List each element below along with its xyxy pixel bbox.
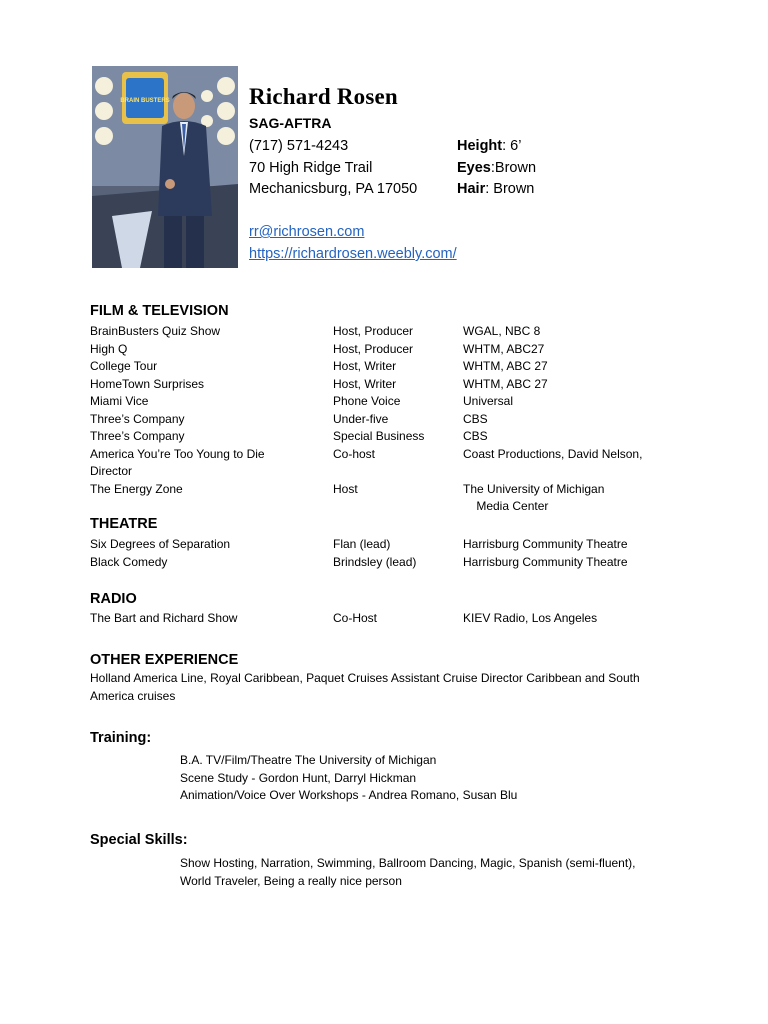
- credit-venue: KIEV Radio, Los Angeles: [463, 611, 598, 625]
- credit-role: Flan (lead): [333, 537, 391, 551]
- credit-venue: Coast Productions, David Nelson,: [463, 446, 643, 461]
- union-affiliation: SAG-AFTRA: [249, 115, 332, 131]
- other-experience-text: [90, 670, 680, 705]
- credit-venue: Media Center: [463, 499, 549, 513]
- credit-title: America You’re Too Young to Die: [90, 446, 265, 461]
- section-heading-other-experience: OTHER EXPERIENCE: [90, 652, 239, 668]
- credit-venue: WHTM, ABC 27: [463, 359, 548, 373]
- section-heading-radio: RADIO: [90, 591, 137, 607]
- eyes-stat: [457, 158, 536, 180]
- credit-venue: CBS: [463, 429, 488, 443]
- credit-venue: WGAL, NBC 8: [463, 324, 541, 338]
- credit-title: HomeTown Surprises: [90, 376, 205, 391]
- other-experience-line: America cruises: [90, 688, 176, 703]
- credit-venue: WHTM, ABC27: [463, 341, 545, 356]
- credit-role: Host, Writer: [333, 376, 397, 391]
- credit-title: The Bart and Richard Show: [90, 611, 238, 625]
- credit-venue: Universal: [463, 394, 514, 408]
- credit-role: Special Business: [333, 429, 425, 443]
- credit-title: Miami Vice: [90, 394, 149, 408]
- skills-list: [180, 855, 680, 890]
- credit-role: Host, Producer: [333, 324, 414, 338]
- credit-title: The Energy Zone: [90, 481, 183, 496]
- hair-label: Hair: [457, 181, 486, 197]
- credit-title: BrainBusters Quiz Show: [90, 324, 221, 338]
- credit-venue: The University of Michigan: [463, 481, 605, 496]
- credit-role: Brindsley (lead): [333, 554, 417, 569]
- section-heading-theatre: THEATRE: [90, 516, 158, 532]
- hair-stat: [457, 179, 536, 201]
- section-heading-special-skills: Special Skills:: [90, 832, 188, 848]
- headshot-photo: [92, 66, 238, 268]
- credit-title: Director: [90, 464, 133, 478]
- credit-role: Host: [333, 481, 358, 496]
- skills-line: Show Hosting, Narration, Swimming, Ballroom Dancing, Magic, Spanish (semi-fluent),: [180, 856, 636, 870]
- actor-name: Richard Rosen: [249, 84, 398, 109]
- photo-sign-text: BRAIN BUSTERS: [120, 98, 170, 104]
- eyes-value: :Brown: [490, 159, 537, 176]
- phone-number: (717) 571-4243: [249, 138, 349, 154]
- hair-value: : Brown: [485, 181, 535, 197]
- credit-role: Co-Host: [333, 611, 378, 625]
- credit-venue: CBS: [463, 411, 488, 426]
- credit-title: Six Degrees of Separation: [90, 537, 231, 551]
- credit-venue: Harrisburg Community Theatre: [463, 554, 628, 569]
- training-list: [180, 752, 680, 805]
- credit-venue: Harrisburg Community Theatre: [463, 537, 628, 551]
- height-stat: [457, 136, 536, 158]
- section-heading-training: Training:: [90, 730, 152, 746]
- credit-title: College Tour: [90, 359, 158, 373]
- training-item: Scene Study - Gordon Hunt, Darryl Hickman: [180, 770, 417, 785]
- credit-title: Three’s Company: [90, 411, 185, 426]
- credit-role: Co-host: [333, 446, 376, 461]
- training-item: Animation/Voice Over Workshops - Andrea Romano, Susan Blu: [180, 788, 518, 802]
- city-state-zip: Mechanicsburg, PA 17050: [249, 181, 418, 197]
- website-link[interactable]: https://richardrosen.weebly.com/: [249, 246, 457, 262]
- skills-line: World Traveler, Being a really nice person: [180, 873, 402, 888]
- height-label: Height: [457, 138, 503, 154]
- other-experience-line: Holland America Line, Royal Caribbean, Paquet Cruises Assistant Cruise Director Caribbean and South: [90, 671, 640, 685]
- credit-title: High Q: [90, 341, 128, 356]
- credit-venue: WHTM, ABC 27: [463, 376, 548, 391]
- credit-role: Phone Voice: [333, 394, 401, 408]
- eyes-label: Eyes: [457, 159, 491, 176]
- street-address: 70 High Ridge Trail: [249, 159, 373, 176]
- credit-role: Host, Writer: [333, 359, 397, 373]
- links-block: [249, 221, 457, 265]
- email-link[interactable]: rr@richrosen.com: [249, 224, 365, 240]
- credit-role: Host, Producer: [333, 341, 414, 356]
- training-item: B.A. TV/Film/Theatre The University of Michigan: [180, 753, 437, 767]
- credit-role: Under-five: [333, 411, 389, 426]
- credit-title: Three’s Company: [90, 429, 185, 443]
- physical-stats: [457, 136, 536, 201]
- section-heading-film-tv: FILM & TELEVISION: [90, 303, 229, 319]
- height-value: : 6’: [502, 138, 522, 154]
- credit-title: Black Comedy: [90, 554, 168, 569]
- contact-block: [249, 136, 417, 201]
